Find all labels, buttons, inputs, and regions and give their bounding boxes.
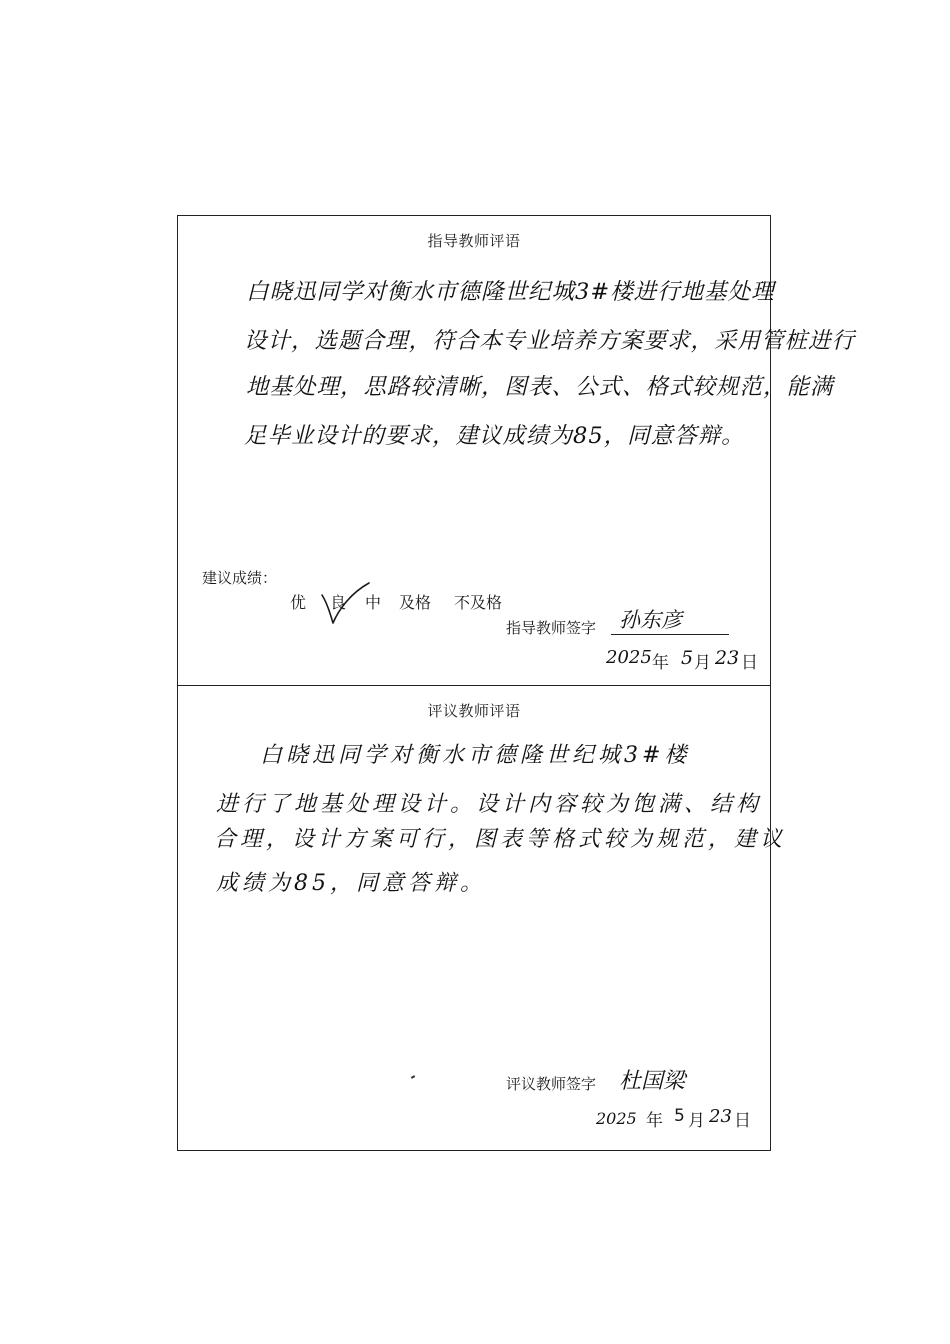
advisor-date-month: 5 <box>681 647 694 669</box>
advisor-date-day: 23 <box>715 647 740 669</box>
reviewer-comment-line-3: 合理，设计方案可行，图表等格式较为规范，建议 <box>214 827 787 852</box>
grade-option-medium: 中 <box>365 593 382 612</box>
advisor-signature: 孙东彦 <box>619 608 682 632</box>
grade-checkmark-icon <box>319 581 371 627</box>
reviewer-date-year: 2025 <box>596 1109 637 1128</box>
grade-option-fail: 不及格 <box>454 593 503 612</box>
advisor-comment-line-2: 设计，选题合理，符合本专业培养方案要求，采用管桩进行 <box>244 328 856 354</box>
advisor-date-year-unit: 年 <box>652 653 669 673</box>
reviewer-signature-label: 评议教师签字 <box>506 1075 597 1093</box>
advisor-section-title: 指导教师评语 <box>427 232 521 250</box>
section-divider <box>178 685 770 686</box>
grade-option-excellent: 优 <box>290 593 307 612</box>
reviewer-date-month-unit: 月 <box>688 1111 705 1131</box>
advisor-comment-line-3: 地基处理，思路较清晰，图表、公式、格式较规范，能满 <box>246 374 834 400</box>
reviewer-date-year-unit: 年 <box>646 1111 663 1131</box>
reviewer-date-day-unit: 日 <box>734 1111 751 1131</box>
reviewer-section-title: 评议教师评语 <box>427 702 521 720</box>
grade-option-good: 良 <box>330 593 347 612</box>
grade-option-pass: 及格 <box>399 593 432 612</box>
reviewer-comment-line-2: 进行了地基处理设计。设计内容较为饱满、结构 <box>216 792 763 817</box>
reviewer-signature: 杜国梁 <box>619 1069 686 1094</box>
advisor-signature-line <box>611 634 729 635</box>
reviewer-comment-line-1: 白晓迅同学对衡水市德隆世纪城3#楼 <box>260 743 691 768</box>
advisor-date-month-unit: 月 <box>694 653 711 673</box>
reviewer-date-day: 23 <box>709 1106 732 1127</box>
stray-mark <box>411 1075 415 1079</box>
grade-label: 建议成绩： <box>202 569 278 587</box>
advisor-date-day-unit: 日 <box>741 653 758 673</box>
advisor-signature-label: 指导教师签字 <box>506 619 597 637</box>
reviewer-comment-line-4: 成绩为85，同意答辩。 <box>216 871 486 896</box>
advisor-date-year: 2025 <box>606 647 652 668</box>
advisor-comment-line-1: 白晓迅同学对衡水市德隆世纪城3#楼进行地基处理 <box>246 279 775 305</box>
advisor-comment-line-4: 足毕业设计的要求，建议成绩为85，同意答辩。 <box>244 423 745 449</box>
evaluation-form <box>177 215 856 1151</box>
reviewer-date-month: 5 <box>674 1106 685 1126</box>
